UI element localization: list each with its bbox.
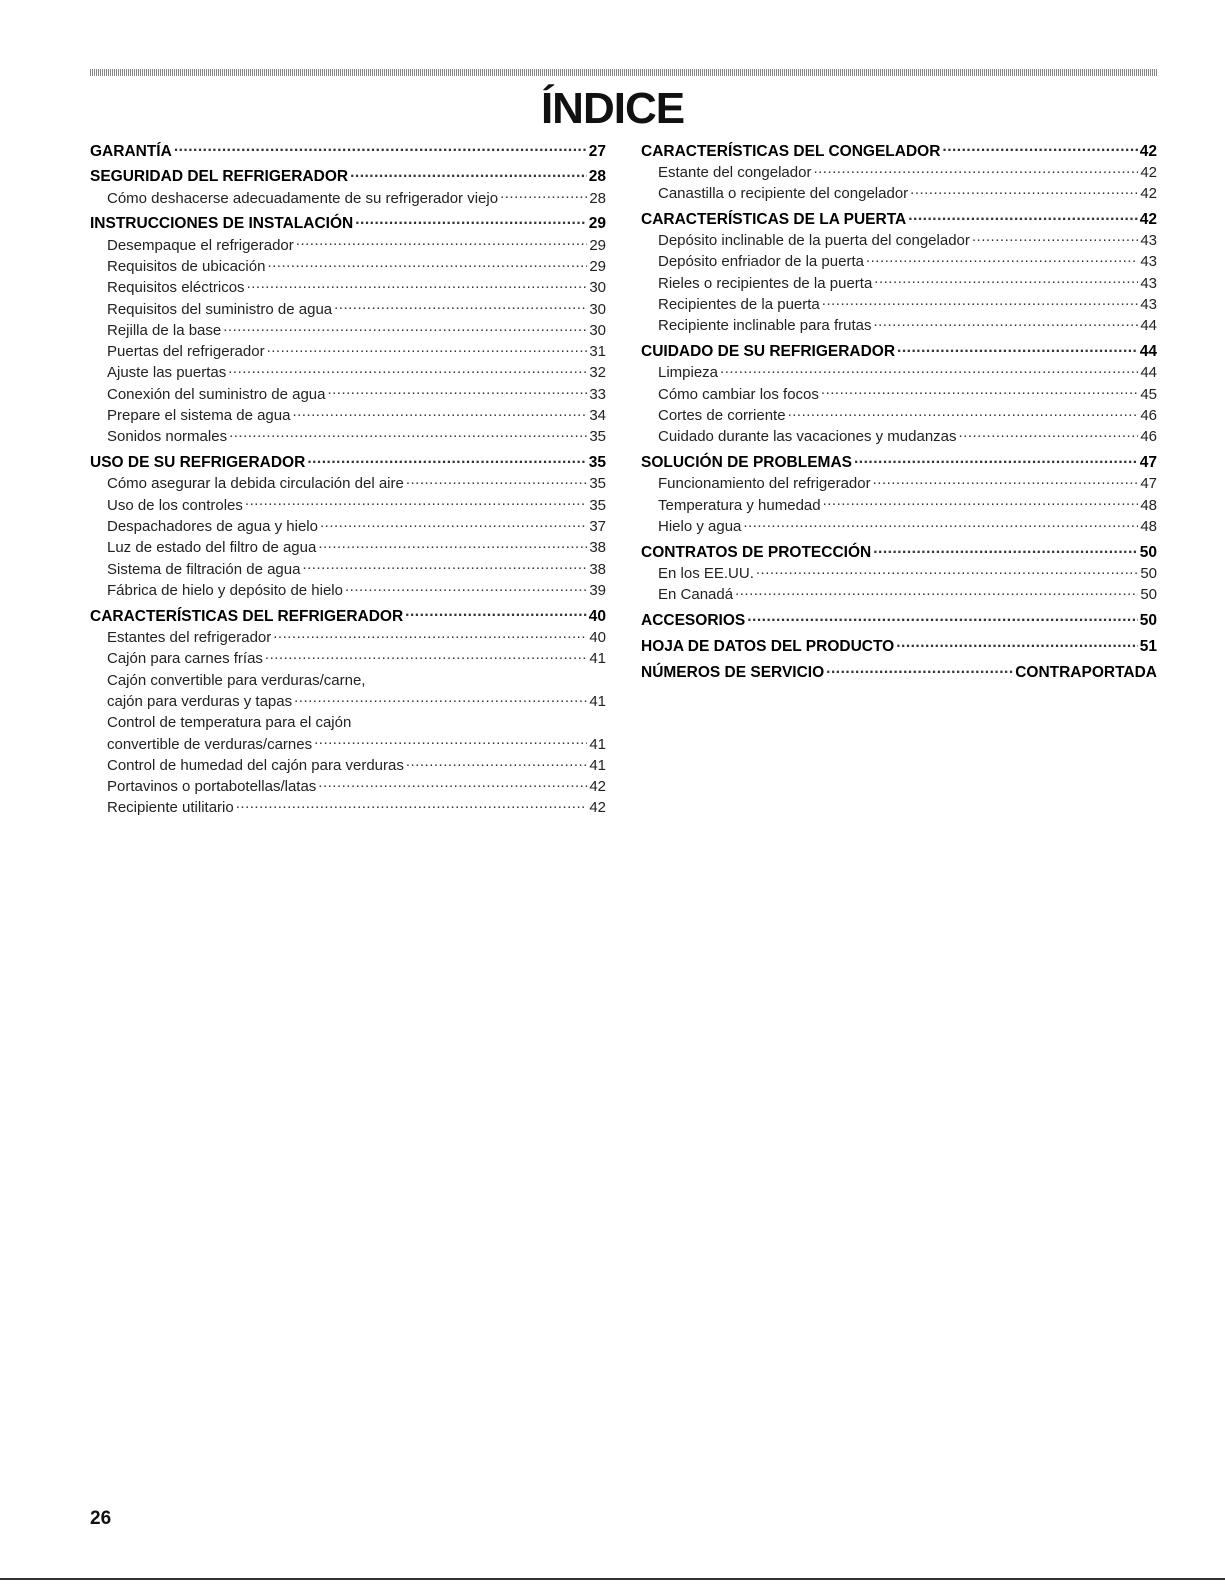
dot-leader	[318, 537, 587, 552]
toc-section-entry[interactable]	[90, 140, 606, 162]
toc-page-number: 45	[1140, 385, 1157, 403]
toc-subentry[interactable]	[641, 495, 1157, 516]
dot-leader	[247, 277, 588, 292]
toc-page-number: 35	[589, 496, 606, 514]
toc-entry-title: Conexión del suministro de agua	[107, 385, 326, 403]
toc-entry-title: En Canadá	[658, 586, 734, 604]
toc-entry-title: Recipiente inclinable para frutas	[658, 317, 872, 335]
dot-leader	[823, 495, 1139, 510]
dot-leader	[265, 648, 587, 663]
toc-entry-title: CARACTERÍSTICAS DE LA PUERTA	[641, 210, 907, 228]
dot-leader	[307, 452, 586, 468]
toc-page-number: 44	[1139, 343, 1157, 361]
toc-page-number: 48	[1140, 518, 1157, 536]
toc-page-number: 51	[1139, 638, 1157, 656]
toc-page-number: 39	[589, 581, 606, 599]
toc-entry-title: convertible de verduras/carnes	[107, 735, 313, 753]
dot-leader	[972, 230, 1138, 245]
toc-subentry[interactable]	[90, 755, 606, 776]
toc-subentry[interactable]	[641, 426, 1157, 447]
toc-entry-title: Depósito inclinable de la puerta del congelador	[658, 232, 970, 250]
dot-leader	[405, 605, 587, 621]
toc-page-number: 34	[589, 407, 606, 425]
toc-subentry[interactable]	[90, 299, 606, 320]
toc-section-entry[interactable]	[641, 341, 1157, 363]
toc-page-number: 43	[1140, 274, 1157, 292]
dot-leader	[720, 362, 1138, 377]
toc-entry-title: Cómo asegurar la debida circulación del aire	[107, 475, 404, 493]
toc-subentry[interactable]	[641, 516, 1157, 537]
toc-entry-title: Hielo y agua	[658, 518, 742, 536]
toc-entry-title: Canastilla o recipiente del congelador	[658, 185, 909, 203]
toc-subentry[interactable]	[641, 230, 1157, 251]
toc-subentry[interactable]	[90, 405, 606, 426]
toc-entry-title: ACCESORIOS	[641, 612, 746, 630]
dot-leader	[314, 734, 587, 749]
toc-subentry[interactable]	[641, 315, 1157, 336]
toc-entry-title: Prepare el sistema de agua	[107, 407, 291, 425]
toc-page-number: 38	[589, 539, 606, 557]
toc-page-number: 46	[1140, 407, 1157, 425]
toc-entry-title: CONTRATOS DE PROTECCIÓN	[641, 543, 872, 561]
dot-leader	[873, 541, 1138, 557]
dot-leader	[500, 188, 587, 203]
toc-entry-title: Cuidado durante las vacaciones y mudanzas	[658, 428, 957, 446]
toc-page-number: 41	[589, 735, 606, 753]
dot-leader	[267, 256, 587, 271]
toc-section-entry[interactable]	[90, 166, 606, 188]
toc-entry-title: Despachadores de agua y hielo	[107, 518, 318, 536]
toc-entry-title: Cajón convertible para verduras/carne,	[107, 671, 366, 689]
toc-page-number: 41	[589, 756, 606, 774]
dot-leader	[822, 294, 1139, 309]
toc-entry-title: Desempaque el refrigerador	[107, 236, 294, 254]
toc-entry-title: Fábrica de hielo y depósito de hielo	[107, 581, 343, 599]
toc-subentry[interactable]	[641, 183, 1157, 204]
toc-page-number: 30	[589, 279, 606, 297]
toc-page-number: 44	[1140, 364, 1157, 382]
page-title: ÍNDICE	[540, 84, 685, 133]
toc-section-entry[interactable]	[641, 610, 1157, 632]
toc-page-number: 29	[588, 215, 606, 233]
toc-entry-title: Estantes del refrigerador	[107, 629, 272, 647]
toc-page-number: 40	[588, 607, 606, 625]
toc-section-entry[interactable]	[641, 208, 1157, 230]
toc-page-number: 41	[589, 692, 606, 710]
toc-subentry[interactable]	[90, 384, 606, 405]
dot-leader	[821, 384, 1138, 399]
toc-subentry[interactable]	[90, 776, 606, 797]
toc-page-number: 50	[1140, 586, 1157, 604]
top-decorative-rule	[90, 69, 1158, 76]
toc-page-number: 38	[589, 560, 606, 578]
toc-subentry[interactable]	[641, 162, 1157, 183]
toc-page-number: 42	[1139, 142, 1157, 160]
toc-section-entry[interactable]	[641, 452, 1157, 474]
toc-subentry[interactable]	[641, 294, 1157, 315]
dot-leader	[318, 776, 587, 791]
dot-leader	[908, 208, 1138, 224]
toc-subentry[interactable]	[641, 384, 1157, 405]
toc-entry-title: Portavinos o portabotellas/latas	[107, 778, 317, 796]
toc-entry-title: SOLUCIÓN DE PROBLEMAS	[641, 454, 852, 472]
toc-entry-title: Recipiente utilitario	[107, 799, 234, 817]
toc-subentry[interactable]	[90, 797, 606, 818]
toc-entry-title: Funcionamiento del refrigerador	[658, 475, 871, 493]
toc-subentry[interactable]	[90, 188, 606, 209]
toc-subentry[interactable]	[90, 256, 606, 277]
toc-page-number: 43	[1140, 232, 1157, 250]
toc-page-number: 42	[589, 778, 606, 796]
toc-entry-title: En los EE.UU.	[658, 565, 754, 583]
toc-entry-title: INSTRUCCIONES DE INSTALACIÓN	[90, 215, 354, 233]
dot-leader	[813, 162, 1138, 177]
toc-page-number: 29	[589, 257, 606, 275]
toc-entry-title: Estante del congelador	[658, 163, 812, 181]
toc-page-number: 47	[1140, 475, 1157, 493]
dot-leader	[826, 661, 1013, 677]
dot-leader	[327, 384, 587, 399]
dot-leader	[874, 273, 1138, 288]
dot-leader	[735, 584, 1138, 599]
bottom-rule	[0, 1578, 1225, 1580]
toc-subentry[interactable]	[90, 277, 606, 298]
dot-leader	[743, 516, 1138, 531]
toc-page-number: 35	[588, 454, 606, 472]
toc-section-entry[interactable]	[90, 605, 606, 627]
toc-entry-title: Puertas del refrigerador	[107, 343, 265, 361]
dot-leader	[355, 213, 587, 229]
toc-entry-title: Sonidos normales	[107, 428, 228, 446]
dot-leader	[756, 563, 1138, 578]
toc-page-number: 40	[589, 629, 606, 647]
toc-subentry[interactable]	[90, 341, 606, 362]
page-number: 26	[90, 1508, 112, 1529]
toc-page-number: 30	[589, 321, 606, 339]
toc-section-entry[interactable]	[90, 452, 606, 474]
toc-subentry[interactable]	[90, 580, 606, 601]
toc-entry-title: SEGURIDAD DEL REFRIGERADOR	[90, 168, 349, 186]
toc-subentry[interactable]	[641, 584, 1157, 605]
toc-subentry[interactable]	[90, 320, 606, 341]
toc-page-number: 27	[588, 142, 606, 160]
toc-section-entry[interactable]	[641, 541, 1157, 563]
toc-page-number: 48	[1140, 496, 1157, 514]
dot-leader	[897, 341, 1138, 357]
toc-page-number: 42	[1140, 185, 1157, 203]
dot-leader	[406, 755, 587, 770]
dot-leader	[854, 452, 1138, 468]
toc-page-number: 50	[1140, 565, 1157, 583]
dot-leader	[273, 627, 587, 642]
toc-page-number: 31	[589, 343, 606, 361]
toc-entry-title: Limpieza	[658, 364, 719, 382]
toc-page-number: 44	[1140, 317, 1157, 335]
dot-leader	[747, 610, 1138, 626]
toc-page-number: 43	[1140, 296, 1157, 314]
dot-leader	[294, 691, 587, 706]
toc-subentry[interactable]	[90, 516, 606, 537]
toc-page-number: 50	[1139, 543, 1157, 561]
toc-subentry[interactable]	[641, 362, 1157, 383]
toc-page-number: 29	[589, 236, 606, 254]
toc-entry-title: Control de humedad del cajón para verduras	[107, 756, 404, 774]
dot-leader	[873, 315, 1138, 330]
toc-section-entry[interactable]	[641, 140, 1157, 162]
toc-page-number: 28	[588, 168, 606, 186]
toc-subentry[interactable]	[641, 563, 1157, 584]
toc-subentry[interactable]	[90, 559, 606, 580]
toc-entry-title: Cortes de corriente	[658, 407, 786, 425]
toc-page-number: 35	[589, 475, 606, 493]
dot-leader	[292, 405, 587, 420]
dot-leader	[245, 495, 587, 510]
toc-page-number: 50	[1139, 612, 1157, 630]
toc-entry-title: CARACTERÍSTICAS DEL CONGELADOR	[641, 142, 941, 160]
toc-subentry[interactable]	[641, 251, 1157, 272]
dot-leader	[896, 636, 1138, 652]
dot-leader	[788, 405, 1139, 420]
toc-subentry[interactable]	[90, 648, 606, 669]
dot-leader	[223, 320, 587, 335]
toc-section-entry[interactable]	[641, 636, 1157, 658]
toc-entry-title: GARANTÍA	[90, 142, 172, 160]
toc-page-number: 46	[1140, 428, 1157, 446]
toc-page-number: 30	[589, 300, 606, 318]
toc-entry-title: Cómo deshacerse adecuadamente de su refrigerador viejo	[107, 189, 499, 207]
dot-leader	[406, 473, 587, 488]
toc-section-entry[interactable]	[641, 661, 1157, 683]
dot-leader	[296, 235, 588, 250]
dot-leader	[320, 516, 587, 531]
toc-entry-title: Control de temperatura para el cajón	[107, 714, 352, 732]
toc-page-number: 28	[589, 189, 606, 207]
dot-leader	[267, 341, 588, 356]
toc-entry-title: Cajón para carnes frías	[107, 650, 263, 668]
dot-leader	[959, 426, 1139, 441]
toc-page-number: 35	[589, 428, 606, 446]
dot-leader	[302, 559, 587, 574]
toc-subentry[interactable]	[90, 495, 606, 516]
toc-entry-title: Recipientes de la puerta	[658, 296, 820, 314]
toc-page-number: 43	[1140, 253, 1157, 271]
toc-page-number: 32	[589, 364, 606, 382]
toc-subentry[interactable]	[641, 273, 1157, 294]
toc-subentry[interactable]	[90, 712, 606, 733]
toc-subentry[interactable]	[90, 426, 606, 447]
toc-entry-title: Requisitos del suministro de agua	[107, 300, 333, 318]
toc-entry-title: NÚMEROS DE SERVICIO	[641, 663, 825, 681]
toc-subentry[interactable]	[90, 627, 606, 648]
toc-subentry[interactable]	[90, 691, 606, 712]
toc-subentry[interactable]	[90, 734, 606, 755]
dot-leader	[334, 299, 587, 314]
toc-entry-title: cajón para verduras y tapas	[107, 692, 293, 710]
toc-page-number: CONTRAPORTADA	[1015, 663, 1157, 681]
toc-subentry[interactable]	[641, 473, 1157, 494]
toc-entry-title: Ajuste las puertas	[107, 364, 227, 382]
toc-page-number: 42	[1140, 163, 1157, 181]
dot-leader	[873, 473, 1139, 488]
toc-section-entry[interactable]	[90, 213, 606, 235]
toc-page-number: 42	[1139, 210, 1157, 228]
toc-entry-title: Cómo cambiar los focos	[658, 385, 819, 403]
toc-page-number: 41	[589, 650, 606, 668]
toc-entry-title: CUIDADO DE SU REFRIGERADOR	[641, 343, 896, 361]
dot-leader	[345, 580, 587, 595]
dot-leader	[229, 426, 587, 441]
toc-subentry[interactable]	[90, 537, 606, 558]
toc-entry-title: Sistema de filtración de agua	[107, 560, 301, 578]
dot-leader	[228, 362, 587, 377]
toc-right-column	[641, 140, 1157, 683]
toc-entry-title: Temperatura y humedad	[658, 496, 821, 514]
toc-entry-title: Luz de estado del filtro de agua	[107, 539, 317, 557]
toc-subentry[interactable]	[90, 362, 606, 383]
toc-page-number: 47	[1139, 454, 1157, 472]
toc-entry-title: Rieles o recipientes de la puerta	[658, 274, 873, 292]
toc-subentry[interactable]	[90, 670, 606, 691]
toc-subentry[interactable]	[641, 405, 1157, 426]
toc-subentry[interactable]	[90, 235, 606, 256]
toc-entry-title: Depósito enfriador de la puerta	[658, 253, 864, 271]
toc-left-column	[90, 140, 606, 819]
toc-page-number: 33	[589, 385, 606, 403]
toc-entry-title: HOJA DE DATOS DEL PRODUCTO	[641, 638, 895, 656]
toc-subentry[interactable]	[90, 473, 606, 494]
toc-entry-title: Rejilla de la base	[107, 321, 222, 339]
dot-leader	[866, 251, 1138, 266]
toc-entry-title: Uso de los controles	[107, 496, 243, 514]
toc-page-number: 37	[589, 518, 606, 536]
dot-leader	[350, 166, 587, 182]
toc-entry-title: Requisitos de ubicación	[107, 257, 266, 275]
toc-entry-title: CARACTERÍSTICAS DEL REFRIGERADOR	[90, 607, 404, 625]
dot-leader	[942, 140, 1137, 156]
dot-leader	[174, 140, 587, 156]
toc-entry-title: USO DE SU REFRIGERADOR	[90, 454, 306, 472]
toc-entry-title: Requisitos eléctricos	[107, 279, 245, 297]
dot-leader	[236, 797, 588, 812]
toc-page-number: 42	[589, 799, 606, 817]
dot-leader	[910, 183, 1138, 198]
